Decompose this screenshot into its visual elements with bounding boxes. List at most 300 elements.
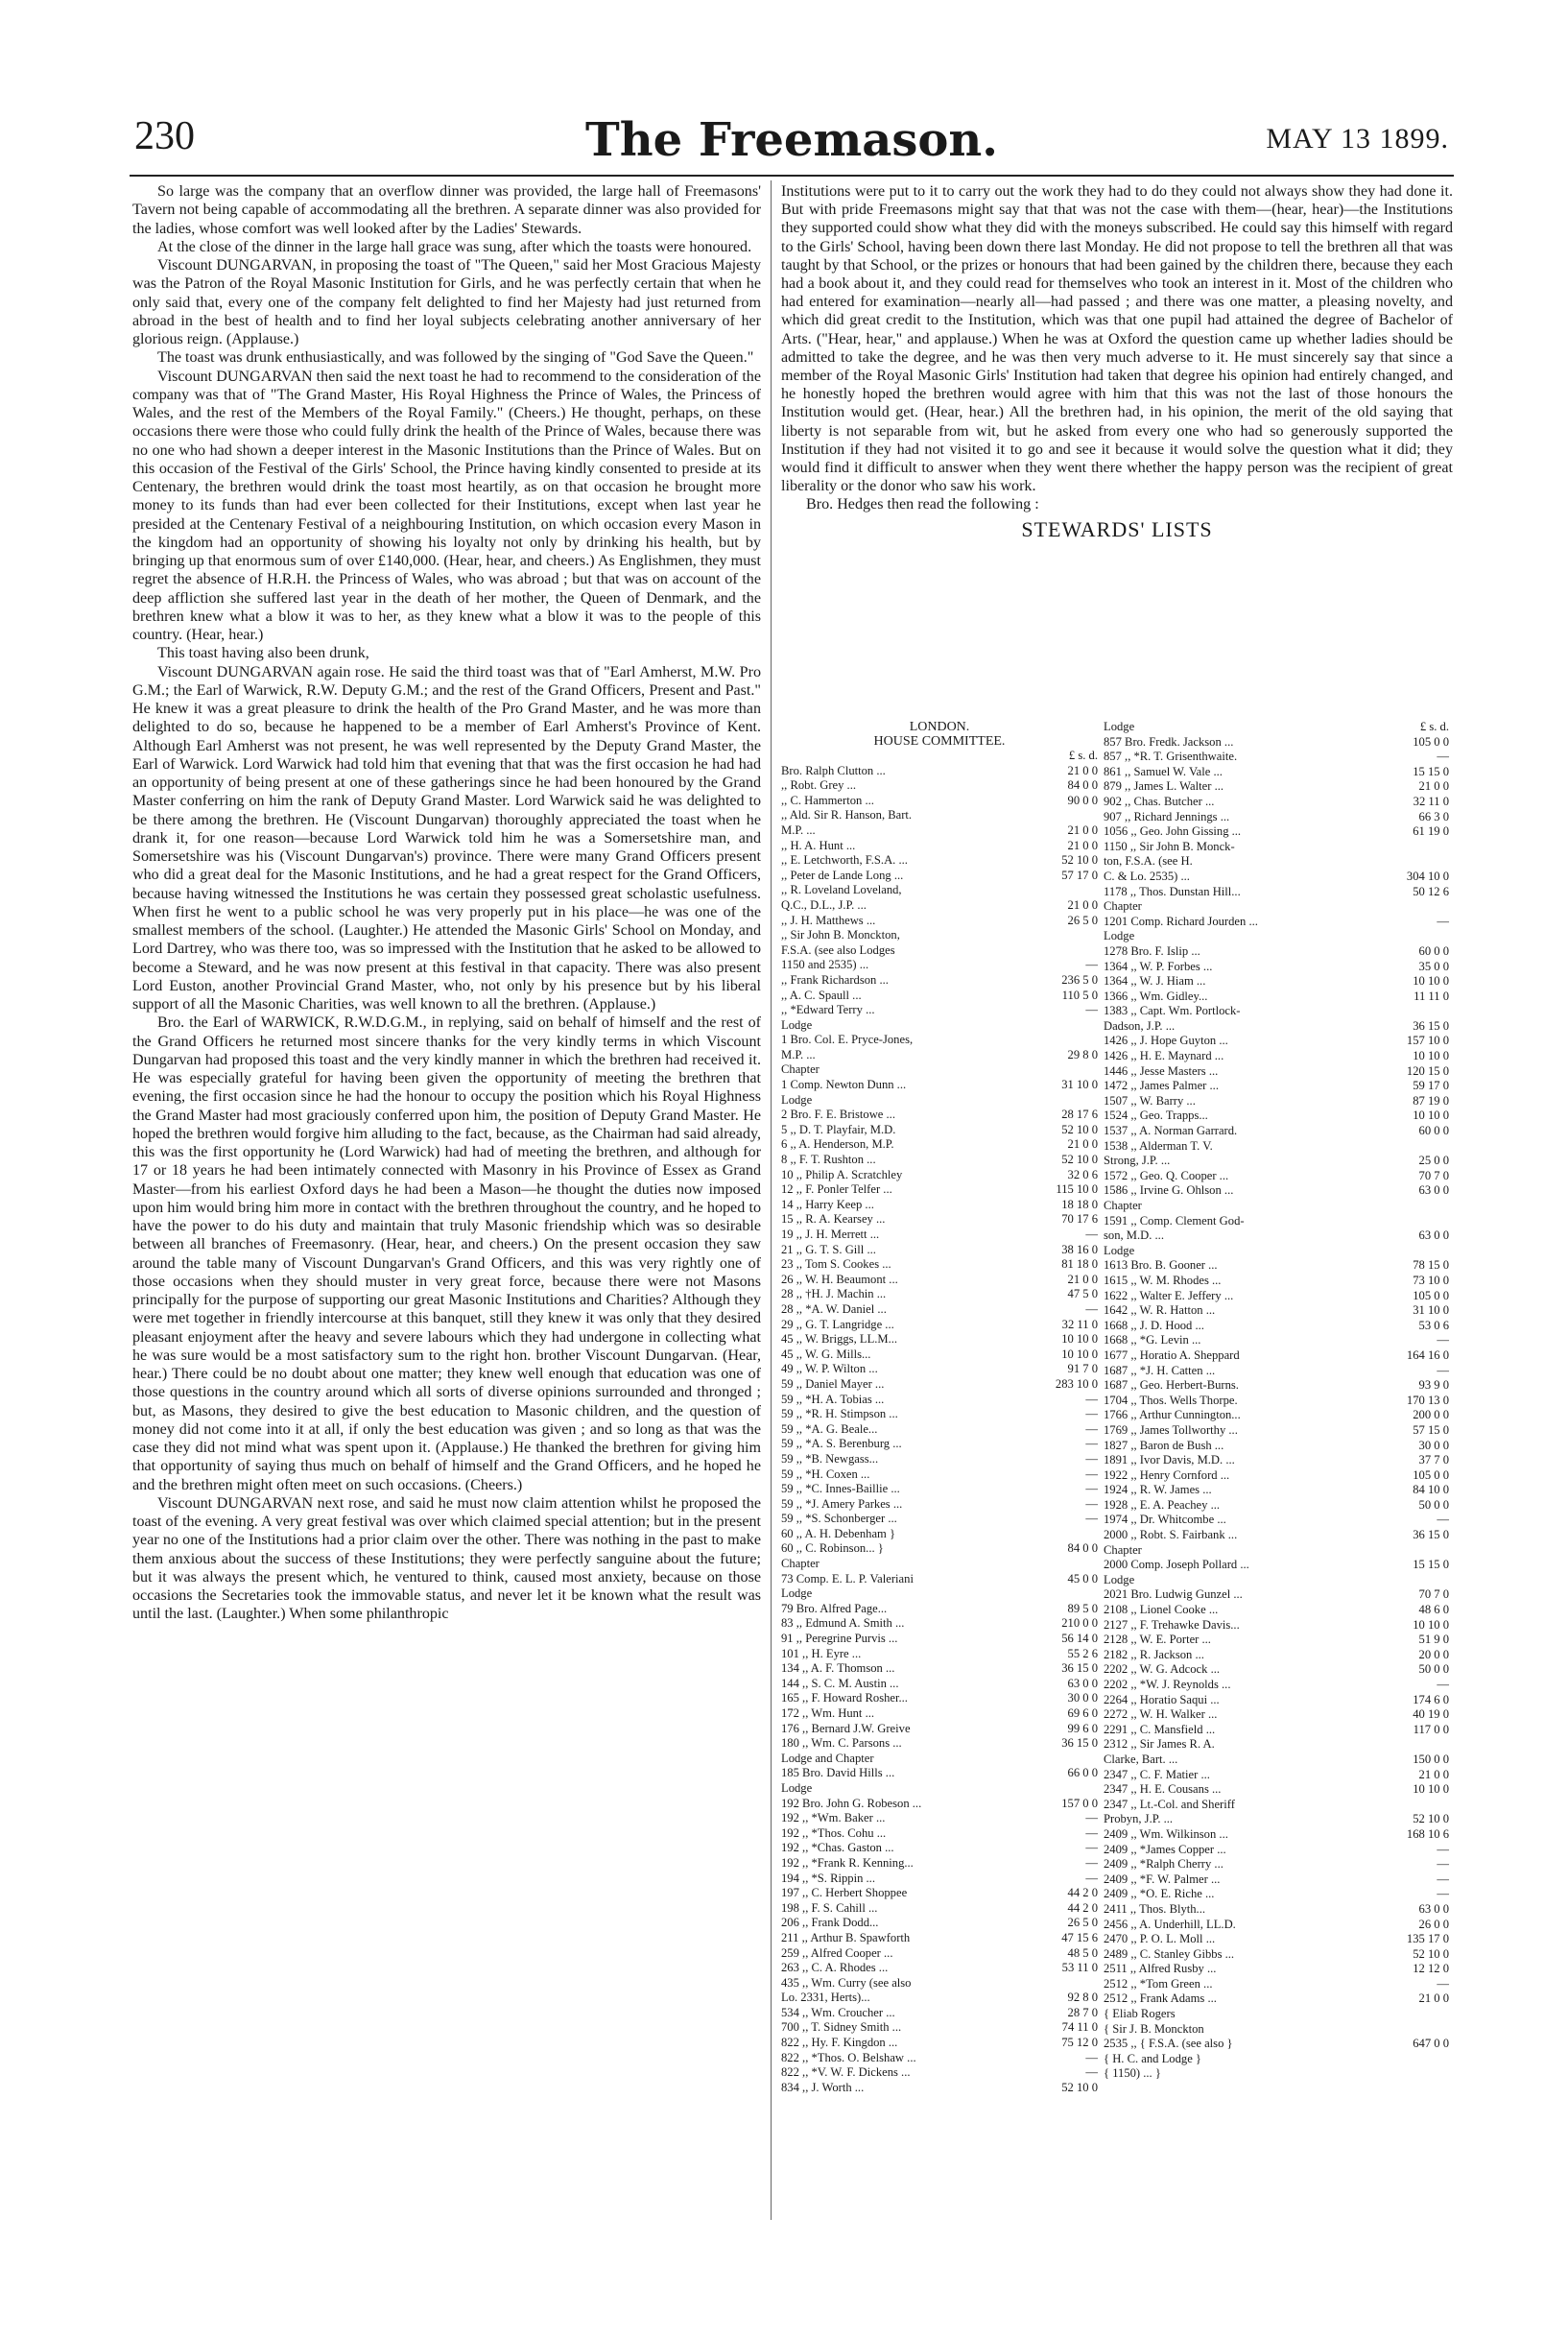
steward-entry: [781, 1212, 1098, 1228]
steward-entry: [1104, 1319, 1449, 1334]
steward-entry: [1104, 1064, 1449, 1080]
steward-amount: 31 10 0: [1061, 1078, 1098, 1092]
steward-amount: 31 10 0: [1413, 1303, 1449, 1318]
money-column-header: [1104, 720, 1449, 735]
steward-entry: [1104, 1154, 1449, 1169]
steward-amount: 21 0 0: [1418, 1991, 1449, 2006]
steward-entry: [781, 1467, 1098, 1483]
steward-entry: [1104, 1678, 1449, 1693]
steward-name: 197 ,, C. Herbert Shoppee: [781, 1886, 908, 1900]
steward-entry: [781, 1826, 1098, 1842]
steward-entry: [781, 1318, 1098, 1333]
paragraph: Viscount DUNGARVAN next rose, and said he must now claim attention whilst he proposed the toast of the evening. A very great festival was over which claimed special attention; but in the present year no one of the Institutions had a prior claim over the other. There was nothing in the past to make them anxious about the success of these Institutions; they were perfectly sanguine about the future; but it was always the present which, he ventured to think, caused most anxiety, because on those occasions the Secretaries took the immovable status, and never let it be known what the result was until the last. (Laughter.) When some philanthropic: [132, 1494, 761, 1623]
steward-amount: 84 0 0: [1067, 778, 1098, 793]
steward-entry: [1104, 1918, 1449, 1933]
column-divider: [771, 180, 772, 2220]
steward-entry: [781, 1302, 1098, 1318]
steward-amount: —: [1085, 1228, 1098, 1241]
steward-entry: [1104, 1468, 1449, 1484]
steward-amount: [1033, 1033, 1098, 1048]
steward-amount: 21 0 0: [1418, 779, 1449, 794]
steward-amount: 283 10 0: [1055, 1376, 1098, 1391]
steward-amount: [1384, 1573, 1449, 1588]
steward-name: 15 ,, R. A. Kearsey ...: [781, 1212, 886, 1227]
steward-entry: [1104, 2022, 1449, 2038]
steward-name: 165 ,, F. Howard Rosher...: [781, 1691, 908, 1705]
stewards-list-right: [1104, 720, 1449, 2082]
steward-name: F.S.A. (see also Lodges: [781, 942, 895, 957]
steward-amount: 50 12 6: [1413, 884, 1449, 898]
steward-amount: 70 7 0: [1418, 1168, 1449, 1182]
steward-amount: 28 17 6: [1061, 1108, 1098, 1122]
steward-name: 59 ,, *R. H. Stimpson ...: [781, 1407, 898, 1421]
steward-name: 2409 ,, Wm. Wilkinson ...: [1104, 1826, 1228, 1841]
steward-entry: [781, 1497, 1098, 1513]
steward-entry: [1104, 1633, 1449, 1648]
issue-date: MAY 13 1899.: [1266, 123, 1449, 155]
steward-amount: —: [1085, 1855, 1098, 1870]
steward-entry: [781, 1872, 1098, 1887]
steward-entry: [781, 1632, 1098, 1647]
steward-amount: [1033, 1062, 1098, 1078]
steward-name: ,, R. Loveland Loveland,: [781, 883, 902, 897]
steward-name: 879 ,, James L. Walter ...: [1104, 779, 1224, 794]
steward-amount: 15 15 0: [1413, 764, 1449, 778]
steward-name: C. & Lo. 2535) ...: [1104, 869, 1190, 883]
steward-amount: 21 0 0: [1418, 1767, 1449, 1781]
steward-amount: —: [1085, 1407, 1098, 1421]
steward-name: Bro. Ralph Clutton ...: [781, 763, 886, 777]
steward-name: Chapter: [781, 1062, 820, 1077]
stewards-lists-heading: STEWARDS' LISTS: [1021, 516, 1213, 541]
steward-entry: [1104, 1214, 1449, 1229]
steward-entry: [781, 1168, 1098, 1183]
steward-name: 2409 ,, *O. E. Riche ...: [1104, 1887, 1215, 1901]
money-column-header: [781, 749, 1098, 764]
steward-entry: [781, 1512, 1098, 1527]
steward-name: 259 ,, Alfred Cooper ...: [781, 1945, 893, 1960]
steward-entry: [781, 2036, 1098, 2051]
steward-name: 60 ,, C. Robinson... }: [781, 1541, 884, 1556]
steward-entry: [781, 1257, 1098, 1273]
steward-entry: [1104, 1872, 1449, 1888]
steward-name: 192 ,, *Chas. Gaston ...: [781, 1841, 894, 1855]
steward-amount: 48 5 0: [1067, 1945, 1098, 1960]
steward-amount: [1384, 1139, 1449, 1155]
steward-name: 857 Bro. Fredk. Jackson ...: [1104, 734, 1234, 749]
steward-entry: [1104, 1587, 1449, 1603]
steward-name: Lodge: [781, 1017, 813, 1032]
steward-amount: 105 0 0: [1413, 734, 1449, 749]
steward-amount: 117 0 0: [1413, 1722, 1449, 1736]
steward-amount: —: [1085, 1392, 1098, 1406]
steward-entry: [1104, 915, 1449, 930]
steward-name: 1687 ,, *J. H. Catten ...: [1104, 1363, 1216, 1377]
steward-amount: [1033, 1752, 1098, 1767]
steward-amount: 26 5 0: [1067, 1916, 1098, 1930]
steward-entry: [1104, 824, 1449, 840]
steward-amount: 32 11 0: [1061, 1317, 1098, 1331]
paragraph: So large was the company that an overflow dinner was provided, the large hall of Freemasons' Tavern not being capable of accommodating all the brethren. A separate dinner was also provided for the ladies, whose comfort was well looked after by the Ladies' Stewards.: [132, 183, 761, 237]
steward-amount: [1384, 1798, 1449, 1813]
steward-amount: [1384, 1199, 1449, 1214]
steward-entry: [781, 1452, 1098, 1467]
steward-amount: 87 19 0: [1413, 1093, 1449, 1108]
steward-amount: [1384, 854, 1449, 870]
steward-entry: [781, 943, 1098, 959]
steward-amount: 26 0 0: [1418, 1917, 1449, 1931]
steward-name: 12 ,, F. Ponler Telfer ...: [781, 1182, 892, 1197]
stewards-list-left: [781, 720, 1098, 2095]
steward-entry: [781, 2065, 1098, 2081]
steward-entry: [781, 1991, 1098, 2006]
steward-amount: —: [1437, 1842, 1449, 1856]
steward-entry: [781, 1722, 1098, 1737]
steward-amount: 92 8 0: [1067, 1991, 1098, 2005]
steward-entry: [781, 1916, 1098, 1931]
steward-entry: [1104, 1498, 1449, 1514]
steward-name: 1922 ,, Henry Cornford ...: [1104, 1467, 1230, 1482]
steward-name: ,, H. A. Hunt ...: [781, 838, 856, 852]
steward-entry: [1104, 1169, 1449, 1184]
steward-entry: [1104, 1737, 1449, 1753]
steward-name: 2511 ,, Alfred Rusby ...: [1104, 1962, 1217, 1976]
steward-amount: —: [1085, 2065, 1098, 2080]
steward-amount: 36 15 0: [1413, 1528, 1449, 1542]
steward-name: 59 ,, Daniel Mayer ...: [781, 1376, 885, 1391]
steward-amount: 73 10 0: [1413, 1273, 1449, 1287]
steward-entry: [781, 764, 1098, 779]
steward-amount: 10 10 0: [1413, 974, 1449, 989]
steward-amount: 164 16 0: [1406, 1347, 1449, 1362]
steward-amount: 63 0 0: [1067, 1676, 1098, 1690]
steward-entry: [1104, 1094, 1449, 1109]
steward-amount: 36 15 0: [1061, 1736, 1098, 1751]
steward-amount: [1033, 943, 1098, 959]
steward-entry: [1104, 1004, 1449, 1019]
steward-name: Chapter: [1104, 1199, 1142, 1212]
steward-name: ,, Robt. Grey ...: [781, 778, 857, 793]
steward-name: 14 ,, Harry Keep ...: [781, 1197, 874, 1211]
steward-name: Q.C., D.L., J.P. ...: [781, 897, 867, 912]
steward-entry: [1104, 1707, 1449, 1723]
steward-amount: [1033, 1018, 1098, 1034]
steward-entry: [1104, 1439, 1449, 1454]
steward-entry: [781, 1661, 1098, 1677]
steward-name: Clarke, Bart. ...: [1104, 1752, 1178, 1766]
steward-name: 435 ,, Wm. Curry (see also: [781, 1975, 912, 1990]
steward-entry: [1104, 2037, 1449, 2052]
steward-name: son, M.D. ...: [1104, 1228, 1164, 1243]
steward-entry: [781, 1182, 1098, 1198]
steward-name: 180 ,, Wm. C. Parsons ...: [781, 1736, 902, 1751]
masthead: [134, 113, 1449, 175]
steward-entry: [1104, 1768, 1449, 1783]
steward-entry: [1104, 1513, 1449, 1528]
steward-entry: [1104, 1857, 1449, 1872]
steward-name: ,, C. Hammerton ...: [781, 793, 874, 807]
steward-name: Chapter: [1104, 899, 1142, 914]
steward-name: 2202 ,, *W. J. Reynolds ...: [1104, 1678, 1231, 1691]
steward-name: Lodge and Chapter: [781, 1751, 874, 1765]
steward-name: 1538 ,, Alderman T. V.: [1104, 1138, 1213, 1153]
steward-amount: 93 9 0: [1418, 1378, 1449, 1393]
steward-name: 59 ,, *S. Schonberger ...: [781, 1512, 897, 1526]
steward-name: 192 ,, *Frank R. Kenning...: [781, 1855, 914, 1870]
steward-amount: [1033, 1586, 1098, 1602]
steward-name: 1891 ,, Ivor Davis, M.D. ...: [1104, 1453, 1235, 1467]
steward-entry: [781, 1153, 1098, 1168]
steward-entry: [781, 1482, 1098, 1497]
steward-entry: [1104, 1662, 1449, 1678]
steward-name: 1056 ,, Geo. John Gissing ...: [1104, 824, 1242, 839]
steward-name: 1572 ,, Geo. Q. Cooper ...: [1104, 1168, 1229, 1182]
steward-name: 1446 ,, Jesse Masters ...: [1104, 1063, 1219, 1078]
steward-name: 1524 ,, Geo. Trapps...: [1104, 1109, 1208, 1123]
steward-name: 2347 ,, Lt.-Col. and Sheriff: [1104, 1797, 1235, 1811]
steward-amount: [1384, 929, 1449, 944]
steward-amount: 10 10 0: [1061, 1332, 1098, 1347]
steward-entry: [781, 1841, 1098, 1856]
steward-amount: 210 0 0: [1061, 1616, 1098, 1631]
steward-name: 8 ,, F. T. Rushton ...: [781, 1153, 876, 1167]
steward-amount: 99 6 0: [1067, 1721, 1098, 1735]
steward-name: ,, Sir John B. Monckton,: [781, 928, 900, 942]
steward-amount: —: [1085, 1496, 1098, 1511]
money-header-label: £ s. d.: [1068, 749, 1098, 762]
steward-name: 6 ,, A. Henderson, M.P.: [781, 1137, 894, 1152]
steward-name: 1586 ,, Irvine G. Ohlson ...: [1104, 1183, 1234, 1198]
steward-name: 1615 ,, W. M. Rhodes ...: [1104, 1273, 1222, 1287]
steward-entry: [781, 883, 1098, 898]
steward-name: 2409 ,, *James Copper ...: [1104, 1842, 1226, 1856]
header-rule: [130, 175, 1454, 177]
steward-amount: 12 12 0: [1413, 1962, 1449, 1976]
steward-amount: 10 10 0: [1413, 1782, 1449, 1797]
steward-name: { Eliab Rogers: [1104, 2007, 1176, 2021]
steward-amount: 91 7 0: [1067, 1362, 1098, 1376]
steward-amount: 115 10 0: [1056, 1182, 1098, 1197]
steward-name: 19 ,, J. H. Merrett ...: [781, 1228, 880, 1241]
steward-entry: [1104, 1528, 1449, 1543]
steward-name: 45 ,, W. Briggs, LL.M...: [781, 1332, 898, 1347]
steward-amount: 10 10 0: [1061, 1347, 1098, 1361]
steward-amount: 63 0 0: [1418, 1228, 1449, 1243]
steward-entry: [1104, 1887, 1449, 1902]
steward-amount: [1384, 2066, 1449, 2082]
steward-amount: 44 2 0: [1067, 1900, 1098, 1915]
steward-name: 59 ,, *J. Amery Parkes ...: [781, 1496, 903, 1511]
steward-name: 49 ,, W. P. Wilton ...: [781, 1362, 878, 1376]
paragraph: Bro. Hedges then read the following :: [806, 496, 1039, 513]
steward-entry: [1104, 1109, 1449, 1124]
steward-entry: [781, 1422, 1098, 1438]
steward-entry: [781, 958, 1098, 973]
steward-entry: [781, 1691, 1098, 1706]
steward-amount: 10 10 0: [1413, 1049, 1449, 1063]
steward-amount: 75 12 0: [1061, 2036, 1098, 2050]
steward-amount: —: [1437, 1333, 1449, 1347]
paragraph: Bro. the Earl of WARWICK, R.W.D.G.M., in replying, said on behalf of himself and the rest of the Grand Officers he returned most sincere thanks for the very kindly terms in which Viscount Dungarvan had proposed this toast and the very kindly manner in which the brethren had received it. He was especially grateful for having been given the opportunity of meeting the brethren that evening, the first occasion since he had the honour to occupy the position which his Royal Highness the Grand Master had most graciously conferred upon him, the position of Deputy Grand Master. He hoped the brethren would forgive him alluding to the fact, because, as the Chairman had said already, this was the first opportunity he (Lord Warwick) had had of meeting the brethren, and although for 17 or 18 years he had been intimately connected with Masonry in his Province of Essex as Grand Master—from his earliest Oxford days he had been a Mason—he thought the duties now imposed upon him would bring him more in contact with the brethren throughout the country, and he hoped to have the power to do his duty and maintain that truly Masonic friendship which was so desirable between all branches of Freemasonry. (Hear, hear, and cheers.) On the present occasion they saw around the table many of Viscount Dungarvan's Grand Officers, and this was very rightly one of those occasions when they should muster in very great force, because there were not Masons principally for the purpose of supporting our great Masonic Institutions and Charities? Although they were met together in friendly intercourse at this banquet, still they knew it was only that they desired pleasant enjoyment after the heavy and severe labours which they had undergone in collecting what he was sure would be a most satisfactory sum to the right hon. brother Viscount Dungarvan. (Hear, hear.) There could be no doubt about one matter; they knew well enough that education was one of those questions in the country around which all sorts of diverse opinions surrounded and thronged ; but, as Masons, they desired to give the best education to Masonic children, and the question of money did not come into it at all, if only the best education was given ; and so long as that was the case they did not mind what was spent upon it. (Applause.) He thanked the brethren for giving him that opportunity of saying thus much on behalf of himself and the Grand Officers, and he hoped he and the brethren might often meet on such occasions. (Cheers.): [132, 1014, 761, 1493]
steward-name: 29 ,, G. T. Langridge ...: [781, 1317, 894, 1331]
steward-amount: 10 10 0: [1413, 1109, 1449, 1123]
steward-amount: 53 11 0: [1061, 1961, 1098, 1975]
steward-entry: [781, 778, 1098, 794]
steward-amount: —: [1085, 1871, 1098, 1885]
steward-entry: [781, 1616, 1098, 1632]
steward-entry: [1104, 810, 1449, 825]
steward-name: 902 ,, Chas. Butcher ...: [1104, 794, 1215, 808]
steward-name: Lodge: [1104, 929, 1135, 943]
steward-name: M.P. ...: [781, 1047, 816, 1061]
steward-entry: [781, 1273, 1098, 1288]
page-title: The Freemason.: [584, 113, 998, 167]
steward-amount: [1033, 883, 1098, 898]
steward-entry: [1104, 1423, 1449, 1439]
steward-amount: 74 11 0: [1061, 2020, 1098, 2035]
steward-amount: [1033, 1976, 1098, 1991]
steward-name: 263 ,, C. A. Rhodes ...: [781, 1961, 889, 1975]
steward-name: Lodge: [1104, 1243, 1135, 1257]
list-heading-london: LONDON.: [909, 720, 970, 734]
steward-name: ,, Ald. Sir R. Hanson, Bart.: [781, 808, 913, 823]
steward-amount: 60 0 0: [1418, 943, 1449, 958]
steward-amount: 57 17 0: [1061, 868, 1098, 882]
steward-entry: [781, 1586, 1098, 1602]
steward-amount: 105 0 0: [1413, 1288, 1449, 1302]
steward-amount: [1033, 1093, 1098, 1109]
steward-amount: [1384, 1737, 1449, 1753]
steward-entry: [781, 1781, 1098, 1797]
steward-name: 198 ,, F. S. Cahill ...: [781, 1900, 878, 1915]
steward-entry: [1104, 1244, 1449, 1259]
steward-amount: 157 10 0: [1406, 1034, 1449, 1048]
steward-name: 2021 Bro. Ludwig Gunzel ...: [1104, 1587, 1243, 1602]
steward-entry: [781, 1961, 1098, 1976]
steward-entry: [1104, 1049, 1449, 1064]
steward-amount: 57 15 0: [1413, 1422, 1449, 1437]
steward-amount: 52 10 0: [1061, 2080, 1098, 2094]
steward-name: 2456 ,, A. Underhill, LL.D.: [1104, 1917, 1236, 1931]
steward-name: { 1150) ... }: [1104, 2066, 1161, 2081]
steward-name: 1426 ,, H. E. Maynard ...: [1104, 1049, 1224, 1063]
steward-amount: [1384, 1543, 1449, 1559]
steward-amount: —: [1085, 1825, 1098, 1840]
steward-entry: [1104, 1274, 1449, 1289]
steward-amount: 21 0 0: [1067, 1137, 1098, 1152]
steward-name: 1668 ,, J. D. Hood ...: [1104, 1318, 1204, 1332]
steward-name: 1364 ,, W. J. Hiam ...: [1104, 974, 1206, 989]
steward-amount: 157 0 0: [1061, 1796, 1098, 1810]
steward-amount: 70 7 0: [1418, 1587, 1449, 1602]
steward-name: { H. C. and Lodge }: [1104, 2051, 1201, 2065]
steward-name: 79 Bro. Alfred Page...: [781, 1601, 888, 1615]
steward-name: 2489 ,, C. Stanley Gibbs ...: [1104, 1946, 1235, 1961]
steward-entry: [781, 1437, 1098, 1452]
steward-amount: —: [1085, 1301, 1098, 1316]
steward-name: 1426 ,, J. Hope Guyton ...: [1104, 1034, 1228, 1048]
steward-entry: [1104, 1139, 1449, 1155]
steward-amount: 66 0 0: [1067, 1766, 1098, 1780]
steward-entry: [1104, 1753, 1449, 1768]
steward-amount: 11 11 0: [1414, 989, 1449, 1003]
steward-name: 1642 ,, W. R. Hatton ...: [1104, 1303, 1216, 1318]
steward-lines: [781, 764, 1098, 2096]
steward-name: 1924 ,, R. W. James ...: [1104, 1483, 1212, 1497]
steward-amount: 52 10 0: [1413, 1812, 1449, 1826]
steward-entry: [781, 1886, 1098, 1901]
steward-name: 2 Bro. F. E. Bristowe ...: [781, 1108, 895, 1122]
money-header-label: £ s. d.: [1419, 720, 1449, 733]
steward-name: 21 ,, G. T. S. Gill ...: [781, 1242, 876, 1256]
steward-amount: —: [1437, 1857, 1449, 1872]
steward-amount: —: [1437, 914, 1449, 928]
steward-name: 1928 ,, E. A. Peachey ...: [1104, 1497, 1221, 1512]
steward-entry: [1104, 1034, 1449, 1049]
steward-amount: —: [1085, 1467, 1098, 1481]
steward-entry: [1104, 1618, 1449, 1634]
steward-amount: —: [1085, 1512, 1098, 1526]
steward-amount: —: [1437, 1678, 1449, 1691]
steward-name: 2512 ,, Frank Adams ...: [1104, 1991, 1217, 2006]
steward-entry: [1104, 1782, 1449, 1798]
steward-entry: [781, 1677, 1098, 1692]
steward-name: Chapter: [781, 1557, 820, 1571]
steward-entry: [781, 1093, 1098, 1109]
steward-name: Chapter: [1104, 1542, 1142, 1557]
steward-name: 1364 ,, W. P. Forbes ...: [1104, 959, 1213, 973]
steward-name: 1178 ,, Thos. Dunstan Hill...: [1104, 884, 1241, 898]
steward-entry: [781, 914, 1098, 929]
steward-name: 857 ,, *R. T. Grisenthwaite.: [1104, 750, 1238, 764]
steward-amount: 28 7 0: [1067, 2005, 1098, 2019]
steward-entry: [1104, 1333, 1449, 1348]
steward-amount: 105 0 0: [1413, 1467, 1449, 1482]
steward-entry: [1104, 1962, 1449, 1977]
steward-amount: —: [1085, 2050, 1098, 2064]
steward-entry: [781, 1931, 1098, 1946]
steward-amount: 168 10 6: [1406, 1826, 1449, 1841]
steward-entry: [781, 1797, 1098, 1812]
steward-amount: 50 0 0: [1418, 1662, 1449, 1677]
steward-amount: 25 0 0: [1418, 1154, 1449, 1168]
steward-entry: [781, 1123, 1098, 1138]
steward-entry: [781, 1976, 1098, 1991]
steward-name: 2128 ,, W. E. Porter ...: [1104, 1633, 1211, 1647]
steward-entry: [1104, 2052, 1449, 2067]
steward-amount: 36 15 0: [1061, 1661, 1098, 1676]
steward-entry: [781, 839, 1098, 854]
steward-entry: [1104, 1408, 1449, 1423]
steward-entry: [1104, 854, 1449, 870]
steward-name: 1366 ,, Wm. Gidley...: [1104, 989, 1208, 1003]
steward-entry: [1104, 944, 1449, 960]
steward-name: 60 ,, A. H. Debenham }: [781, 1526, 896, 1540]
steward-entry: [781, 1033, 1098, 1048]
steward-name: 26 ,, W. H. Beaumont ...: [781, 1272, 898, 1286]
steward-amount: 170 13 0: [1406, 1393, 1449, 1407]
steward-entry: [781, 1108, 1098, 1123]
steward-entry: [1104, 1991, 1449, 2007]
steward-name: 144 ,, S. C. M. Austin ...: [781, 1676, 899, 1690]
steward-name: 83 ,, Edmund A. Smith ...: [781, 1616, 905, 1631]
steward-amount: 647 0 0: [1413, 2037, 1449, 2051]
steward-name: 73 Comp. E. L. P. Valeriani: [781, 1571, 914, 1586]
steward-entry: [1104, 1258, 1449, 1274]
steward-amount: 21 0 0: [1067, 897, 1098, 912]
steward-entry: [781, 1018, 1098, 1034]
steward-name: 134 ,, A. F. Thomson ...: [781, 1661, 895, 1676]
